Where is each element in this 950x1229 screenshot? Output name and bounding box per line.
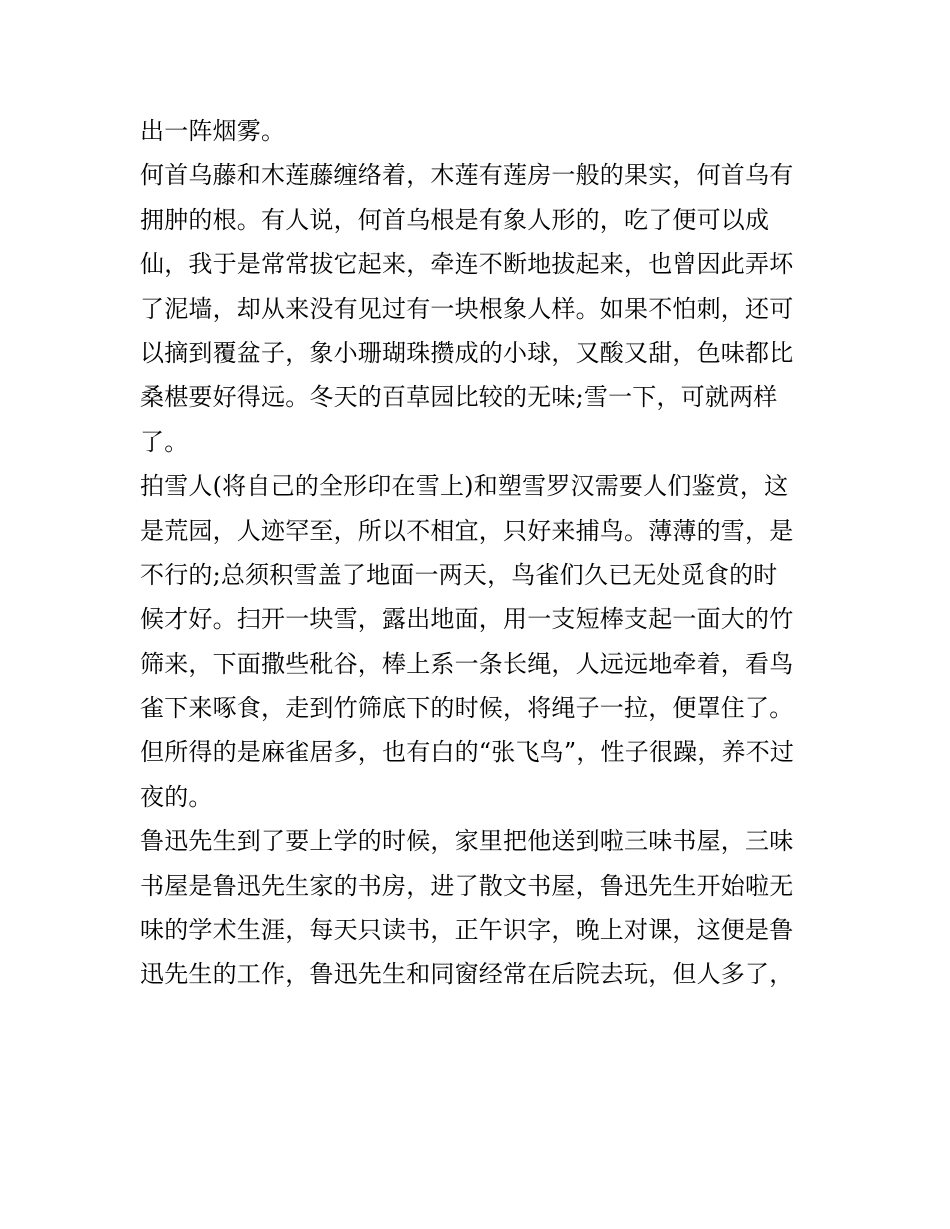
text-line: 雀下来啄食，走到竹筛底下的时候，将绳子一拉，便罩住了。	[140, 694, 794, 723]
document-body	[140, 109, 820, 997]
text-line: 筛来，下面撒些秕谷，棒上系一条长绳，人远远地牵着，看鸟	[140, 649, 794, 678]
text-line: 候才好。扫开一块雪，露出地面，用一支短棒支起一面大的竹	[140, 605, 794, 634]
text-line: 以摘到覆盆子，象小珊瑚珠攒成的小球，又酸又甜，色味都比	[140, 338, 794, 367]
text-line: 仙，我于是常常拔它起来，牵连不断地拔起来，也曾因此弄坏	[140, 250, 794, 279]
text-line: 桑椹要好得远。冬天的百草园比较的无味;雪一下，可就两样	[140, 383, 778, 412]
text-line: 不行的;总须积雪盖了地面一两天，鸟雀们久已无处觅食的时	[140, 560, 778, 589]
text-line: 鲁迅先生到了要上学的时候，家里把他送到啦三味书屋，三味	[140, 827, 794, 856]
text-line: 夜的。	[140, 782, 213, 811]
text-line: 书屋是鲁迅先生家的书房，进了散文书屋，鲁迅先生开始啦无	[140, 871, 794, 900]
text-line: 是荒园，人迹罕至，所以不相宜，只好来捕鸟。薄薄的雪，是	[140, 516, 794, 545]
text-line: 何首乌藤和木莲藤缠络着，木莲有莲房一般的果实，何首乌有	[140, 161, 794, 190]
text-line: 出一阵烟雾。	[140, 117, 286, 145]
text-line: 了。	[140, 427, 189, 456]
text-line: 迅先生的工作，鲁迅先生和同窗经常在后院去玩，但人多了，	[140, 960, 794, 989]
text-line: 拥肿的根。有人说，何首乌根是有象人形的，吃了便可以成	[140, 205, 770, 234]
text-line: 拍雪人(将自己的全形印在雪上)和塑雪罗汉需要人们鉴赏，这	[140, 472, 789, 501]
text-line: 但所得的是麻雀居多，也有白的“张飞鸟”，性子很躁，养不过	[140, 738, 795, 767]
text-line: 味的学术生涯，每天只读书，正午识字，晚上对课，这便是鲁	[140, 916, 794, 945]
text-line: 了泥墙，却从来没有见过有一块根象人样。如果不怕刺，还可	[140, 294, 794, 323]
